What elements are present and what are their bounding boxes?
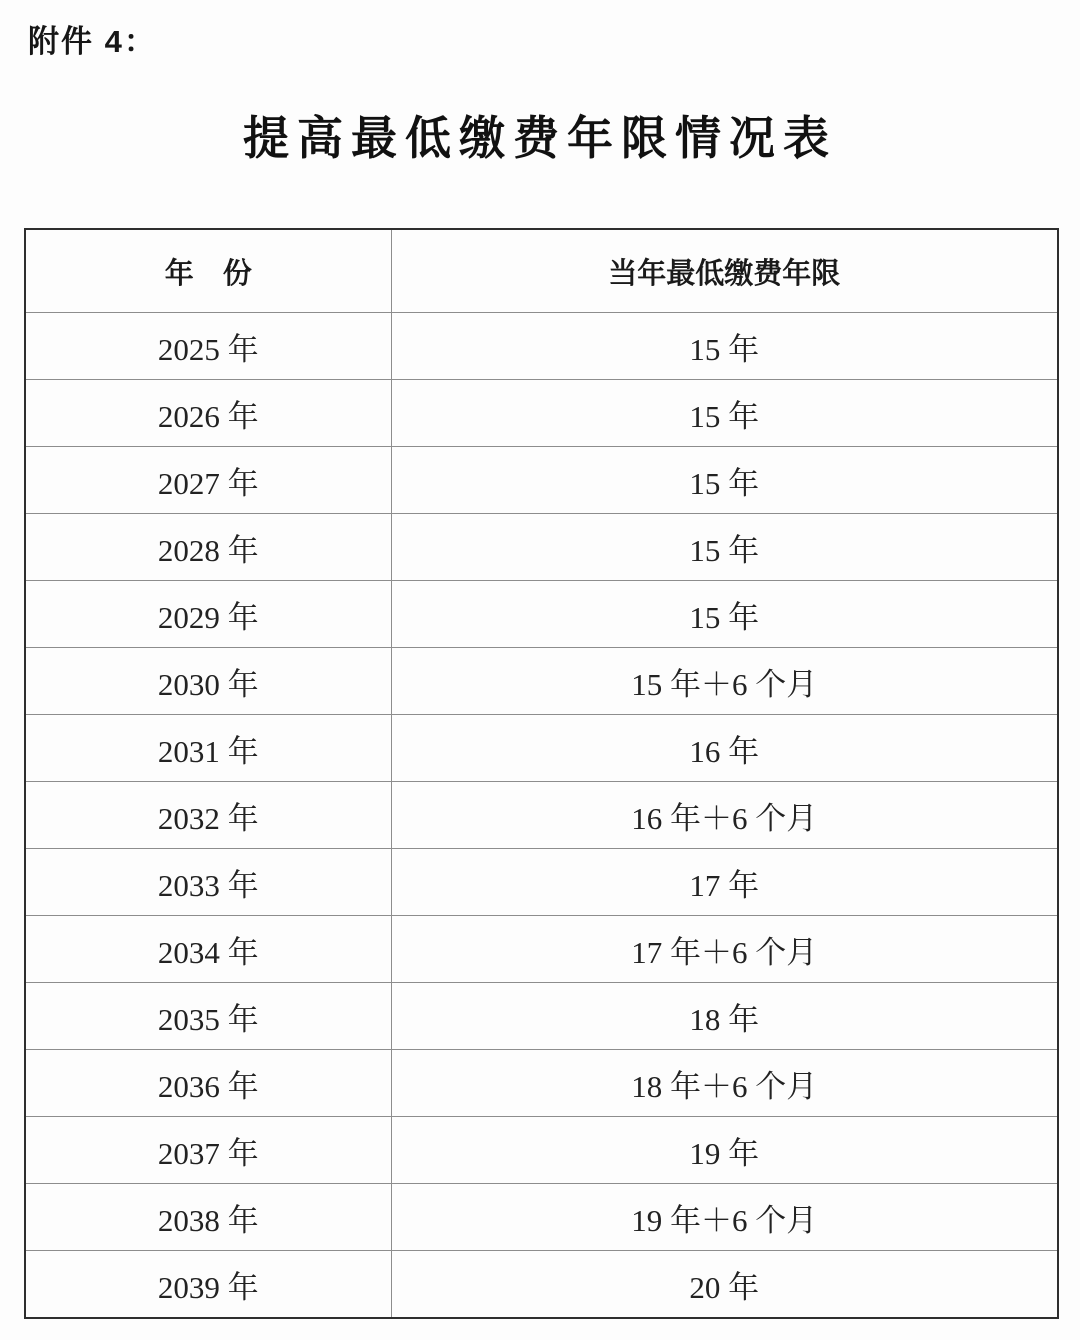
table-row xyxy=(25,1050,1058,1117)
year-cell: 2031 年 xyxy=(25,715,391,782)
year-cell: 2033 年 xyxy=(25,849,391,916)
table-row xyxy=(25,849,1058,916)
year-cell: 2025 年 xyxy=(25,313,391,380)
min-years-cell: 17 年＋6 个月 xyxy=(391,916,1058,983)
min-years-cell: 18 年 xyxy=(391,983,1058,1050)
min-years-cell: 15 年 xyxy=(391,514,1058,581)
min-years-cell: 15 年 xyxy=(391,581,1058,648)
min-years-cell: 15 年 xyxy=(391,447,1058,514)
year-cell: 2028 年 xyxy=(25,514,391,581)
table-row xyxy=(25,380,1058,447)
year-cell: 2034 年 xyxy=(25,916,391,983)
year-cell: 2038 年 xyxy=(25,1184,391,1251)
year-cell: 2027 年 xyxy=(25,447,391,514)
min-years-cell: 18 年＋6 个月 xyxy=(391,1050,1058,1117)
min-years-cell: 16 年 xyxy=(391,715,1058,782)
min-years-cell: 17 年 xyxy=(391,849,1058,916)
col-header-year: 年 份 xyxy=(25,229,391,313)
table-row xyxy=(25,648,1058,715)
table-row xyxy=(25,581,1058,648)
header-row xyxy=(25,229,1058,313)
year-cell: 2036 年 xyxy=(25,1050,391,1117)
min-contribution-years-table xyxy=(24,228,1059,1319)
min-years-cell: 16 年＋6 个月 xyxy=(391,782,1058,849)
table-row xyxy=(25,916,1058,983)
min-years-cell: 15 年 xyxy=(391,380,1058,447)
table-row xyxy=(25,514,1058,581)
table-row xyxy=(25,983,1058,1050)
year-cell: 2030 年 xyxy=(25,648,391,715)
min-years-cell: 19 年 xyxy=(391,1117,1058,1184)
min-years-cell: 19 年＋6 个月 xyxy=(391,1184,1058,1251)
year-cell: 2029 年 xyxy=(25,581,391,648)
year-cell: 2035 年 xyxy=(25,983,391,1050)
min-years-cell: 15 年 xyxy=(391,313,1058,380)
table-row xyxy=(25,313,1058,380)
table-row xyxy=(25,1117,1058,1184)
min-years-cell: 20 年 xyxy=(391,1251,1058,1319)
year-cell: 2026 年 xyxy=(25,380,391,447)
table-row xyxy=(25,1251,1058,1319)
attachment-label: 附件 4： xyxy=(28,24,157,59)
table-row xyxy=(25,447,1058,514)
table-row xyxy=(25,1184,1058,1251)
table-row xyxy=(25,782,1058,849)
col-header-min-years: 当年最低缴费年限 xyxy=(391,229,1058,313)
year-cell: 2039 年 xyxy=(25,1251,391,1319)
table-row xyxy=(25,715,1058,782)
page-title: 提高最低缴费年限情况表 xyxy=(243,113,837,164)
year-cell: 2037 年 xyxy=(25,1117,391,1184)
min-years-cell: 15 年＋6 个月 xyxy=(391,648,1058,715)
year-cell: 2032 年 xyxy=(25,782,391,849)
